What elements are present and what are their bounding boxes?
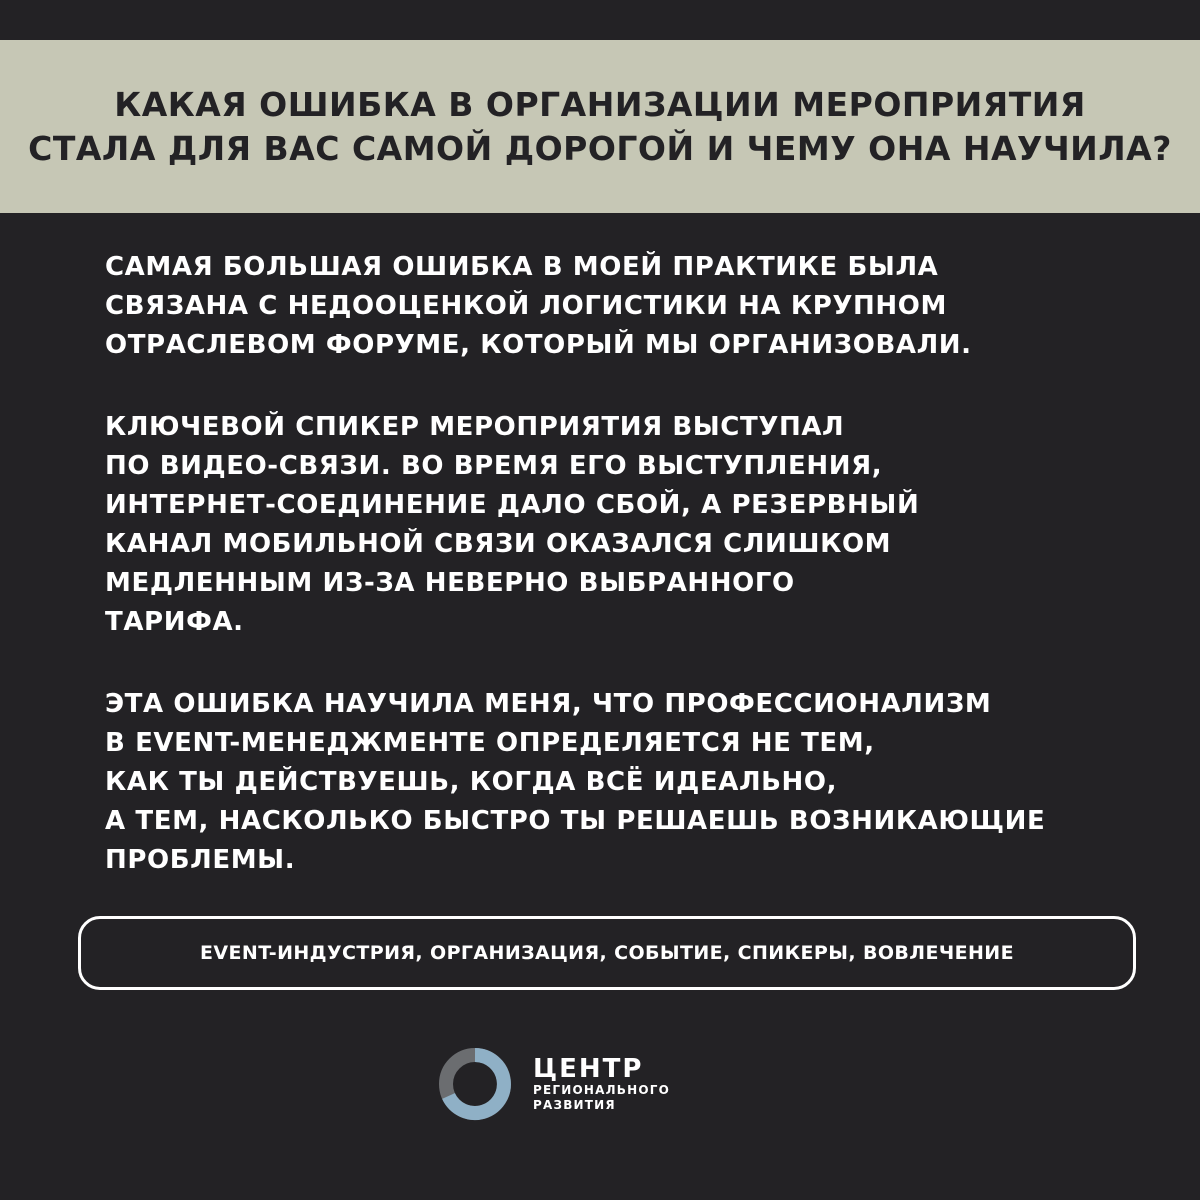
answer-line: ПО ВИДЕО-СВЯЗИ. ВО ВРЕМЯ ЕГО ВЫСТУПЛЕНИЯ, (105, 451, 883, 481)
answer-line: ИНТЕРНЕТ-СОЕДИНЕНИЕ ДАЛО СБОЙ, А РЕЗЕРВНЫЙ (105, 490, 920, 520)
answer-paragraph-1 (105, 248, 1165, 365)
answer-line: ЭТА ОШИБКА НАУЧИЛА МЕНЯ, ЧТО ПРОФЕССИОНАЛИЗМ (105, 689, 992, 719)
logo-main-text: ЦЕНТР (533, 1054, 644, 1084)
answer-text (105, 248, 1165, 923)
answer-line: В EVENT-МЕНЕДЖМЕНТЕ ОПРЕДЕЛЯЕТСЯ НЕ ТЕМ, (105, 728, 875, 758)
answer-line: КАК ТЫ ДЕЙСТВУЕШЬ, КОГДА ВСЁ ИДЕАЛЬНО, (105, 767, 838, 797)
ring-logo-icon (437, 1046, 513, 1122)
answer-paragraph-2 (105, 408, 1165, 642)
answer-line: ТАРИФА. (105, 607, 244, 637)
answer-line: СВЯЗАНА С НЕДООЦЕНКОЙ ЛОГИСТИКИ НА КРУПНОМ (105, 291, 947, 321)
logo-sub-text-2: РАЗВИТИЯ (533, 1098, 616, 1112)
answer-line: А ТЕМ, НАСКОЛЬКО БЫСТРО ТЫ РЕШАЕШЬ ВОЗНИКАЮЩИЕ (105, 806, 1046, 836)
question-title-line-1: КАКАЯ ОШИБКА В ОРГАНИЗАЦИИ МЕРОПРИЯТИЯ (114, 84, 1086, 124)
tags-text: EVENT-ИНДУСТРИЯ, ОРГАНИЗАЦИЯ, СОБЫТИЕ, СПИКЕРЫ, ВОВЛЕЧЕНИЕ (200, 942, 1014, 964)
answer-line: ПРОБЛЕМЫ. (105, 845, 296, 875)
brand-logo (437, 1046, 670, 1122)
answer-line: КЛЮЧЕВОЙ СПИКЕР МЕРОПРИЯТИЯ ВЫСТУПАЛ (105, 412, 845, 442)
answer-line: МЕДЛЕННЫМ ИЗ-ЗА НЕВЕРНО ВЫБРАННОГО (105, 568, 795, 598)
question-banner (0, 40, 1200, 213)
question-title-line-2: СТАЛА ДЛЯ ВАС САМОЙ ДОРОГОЙ И ЧЕМУ ОНА НАУЧИЛА? (28, 128, 1172, 168)
tags-pill (78, 916, 1136, 990)
answer-paragraph-3 (105, 685, 1165, 880)
answer-line: КАНАЛ МОБИЛЬНОЙ СВЯЗИ ОКАЗАЛСЯ СЛИШКОМ (105, 529, 892, 559)
logo-text (533, 1055, 670, 1113)
answer-line: ОТРАСЛЕВОМ ФОРУМЕ, КОТОРЫЙ МЫ ОРГАНИЗОВАЛИ. (105, 330, 972, 360)
logo-sub-text-1: РЕГИОНАЛЬНОГО (533, 1083, 671, 1097)
answer-line: САМАЯ БОЛЬШАЯ ОШИБКА В МОЕЙ ПРАКТИКЕ БЫЛА (105, 252, 939, 282)
